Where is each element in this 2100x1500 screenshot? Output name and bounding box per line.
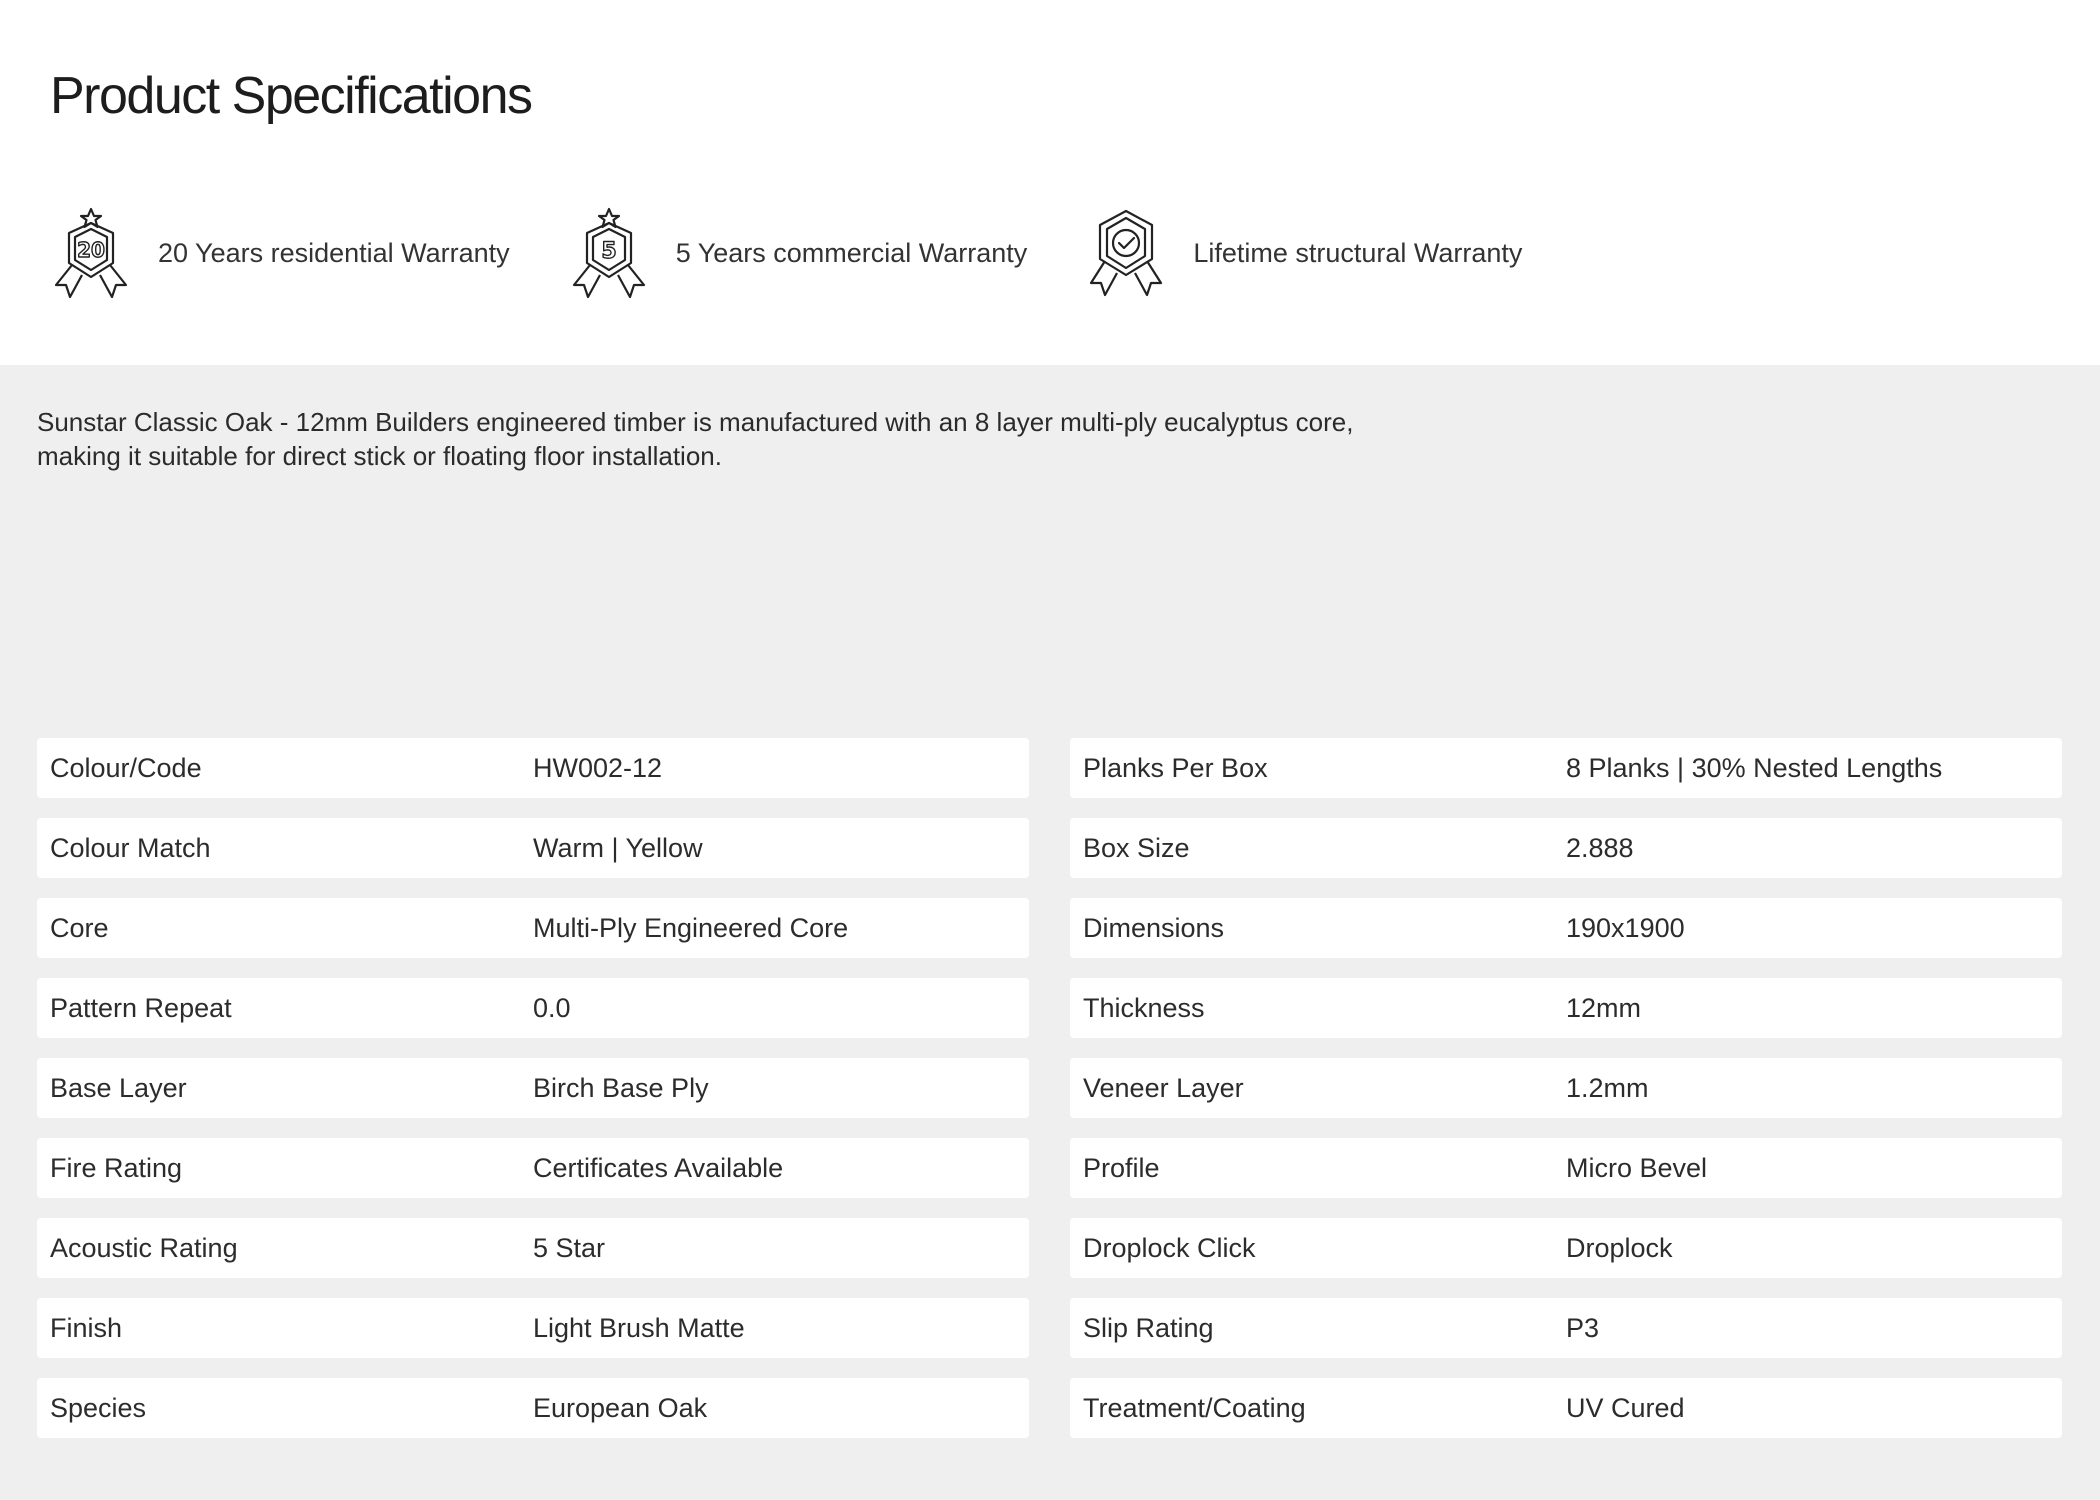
spec-table bbox=[37, 738, 2062, 1458]
spec-value: Micro Bevel bbox=[1566, 1152, 1708, 1183]
spec-row bbox=[1070, 1058, 2062, 1118]
spec-value: Multi-Ply Engineered Core bbox=[533, 912, 849, 943]
spec-label: Species bbox=[50, 1392, 147, 1423]
spec-row bbox=[37, 978, 1029, 1038]
spec-value: Certificates Available bbox=[533, 1152, 784, 1183]
spec-row bbox=[37, 738, 1029, 798]
header-section bbox=[0, 0, 2100, 365]
warranty-label: 20 Years residential Warranty bbox=[158, 237, 510, 268]
spec-value: 0.0 bbox=[533, 992, 571, 1023]
spec-value: Droplock bbox=[1566, 1232, 1673, 1263]
spec-label: Treatment/Coating bbox=[1083, 1392, 1306, 1423]
spec-label: Pattern Repeat bbox=[50, 992, 232, 1023]
spec-label: Slip Rating bbox=[1083, 1312, 1214, 1343]
page-title: Product Specifications bbox=[50, 67, 532, 125]
badge-5-text: 5 bbox=[601, 239, 617, 264]
spec-row bbox=[37, 1058, 1029, 1118]
award-check-icon bbox=[1083, 205, 1169, 301]
spec-row bbox=[1070, 1138, 2062, 1198]
spec-row bbox=[1070, 978, 2062, 1038]
spec-value: 8 Planks | 30% Nested Lengths bbox=[1566, 752, 1943, 783]
warranty-commercial bbox=[566, 205, 1028, 301]
spec-row bbox=[1070, 1218, 2062, 1278]
spec-value: 12mm bbox=[1566, 992, 1642, 1023]
award-5-icon bbox=[566, 205, 652, 301]
spec-column-right bbox=[1070, 738, 2062, 1458]
spec-label: Planks Per Box bbox=[1083, 752, 1268, 783]
award-20-icon bbox=[48, 205, 134, 301]
spec-row bbox=[37, 898, 1029, 958]
spec-row bbox=[37, 1218, 1029, 1278]
spec-label: Fire Rating bbox=[50, 1152, 183, 1183]
spec-label: Core bbox=[50, 912, 109, 943]
warranty-label: Lifetime structural Warranty bbox=[1193, 237, 1523, 268]
warranty-list bbox=[48, 205, 1578, 301]
spec-value: P3 bbox=[1566, 1312, 1600, 1343]
spec-label: Acoustic Rating bbox=[50, 1232, 238, 1263]
spec-value: Light Brush Matte bbox=[533, 1312, 745, 1343]
spec-value: European Oak bbox=[533, 1392, 708, 1423]
spec-value: Birch Base Ply bbox=[533, 1072, 709, 1103]
spec-row bbox=[37, 818, 1029, 878]
spec-row bbox=[37, 1298, 1029, 1358]
spec-label: Profile bbox=[1083, 1152, 1160, 1183]
spec-label: Box Size bbox=[1083, 832, 1190, 863]
spec-label: Finish bbox=[50, 1312, 123, 1343]
spec-label: Colour/Code bbox=[50, 752, 202, 783]
spec-row bbox=[37, 1138, 1029, 1198]
warranty-structural bbox=[1083, 205, 1522, 301]
product-description: Sunstar Classic Oak - 12mm Builders engineered timber is manufactured with an 8 layer multi-ply eucalyptus core, making it suitable for direct stick or floating floor installation. bbox=[37, 407, 1354, 471]
spec-value: 1.2mm bbox=[1566, 1072, 1649, 1103]
badge-20-text: 20 bbox=[77, 238, 105, 262]
warranty-residential bbox=[48, 205, 510, 301]
spec-value: HW002-12 bbox=[533, 752, 663, 783]
spec-label: Base Layer bbox=[50, 1072, 187, 1103]
spec-row bbox=[1070, 738, 2062, 798]
warranty-label: 5 Years commercial Warranty bbox=[675, 237, 1028, 268]
spec-value: 5 Star bbox=[533, 1232, 606, 1263]
spec-row bbox=[37, 1378, 1029, 1438]
spec-label: Thickness bbox=[1083, 992, 1205, 1023]
spec-value: UV Cured bbox=[1566, 1392, 1685, 1423]
spec-row bbox=[1070, 898, 2062, 958]
spec-row bbox=[1070, 1298, 2062, 1358]
spec-label: Dimensions bbox=[1083, 912, 1225, 943]
spec-label: Colour Match bbox=[50, 832, 211, 863]
spec-label: Veneer Layer bbox=[1083, 1072, 1244, 1103]
spec-value: 190x1900 bbox=[1566, 912, 1685, 943]
spec-value: Warm | Yellow bbox=[533, 832, 703, 863]
spec-row bbox=[1070, 1378, 2062, 1438]
spec-label: Droplock Click bbox=[1083, 1232, 1256, 1263]
spec-row bbox=[1070, 818, 2062, 878]
spec-value: 2.888 bbox=[1566, 832, 1634, 863]
spec-column-left bbox=[37, 738, 1029, 1458]
